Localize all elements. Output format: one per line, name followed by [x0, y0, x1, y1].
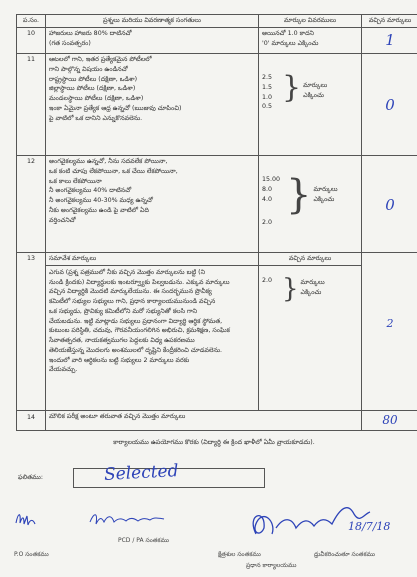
desc-line: ఒక సభ్యుడు, ప్రొవిక్యు కమిటీలోని మరో సభ్యునితో కలసి గాని	[49, 307, 198, 315]
brace-icon: }	[286, 172, 312, 218]
office-label: ప్రధాన కార్యాలయము	[246, 562, 297, 569]
handwritten-mark: 0	[362, 156, 417, 253]
handwritten-mark: 1	[362, 27, 417, 53]
row-details	[259, 54, 362, 156]
office-use-note: కార్యాలయము ఉపయోగము కొరకు (విద్యార్థి ఈ క్రింద ఖాళీలో ఏమీ వ్రాయకూడదు).	[113, 439, 315, 446]
row-number: 14	[17, 411, 46, 431]
row-description	[46, 54, 259, 156]
option-value: 2.5	[262, 74, 273, 81]
desc-line: వచ్చిన విద్యార్థికి మొదటి మార్కులేయును. ఈ సందర్భమున ప్రొవీక్య	[49, 288, 212, 296]
details-line: అయినచో 1.0 కాదని	[262, 29, 314, 37]
signature-date: 18/7/18	[348, 520, 391, 533]
row-title: సమావేశ మార్కులు	[46, 253, 258, 266]
details-head: వచ్చిన మార్కులు	[259, 253, 361, 266]
brace-icon: }	[282, 70, 302, 105]
table-row	[17, 27, 417, 53]
desc-line: గాని పాల్గొన్న విషయం ఉండినచో	[49, 65, 128, 73]
pcd-signature-label: PCD / PA సంతకము	[118, 537, 169, 544]
row-description	[46, 27, 259, 53]
handwritten-mark: 0	[362, 54, 417, 156]
option-value: 4.0	[262, 195, 273, 203]
desc-line: ఆటలలో గాని, ఇతర ప్రత్యేకమైన పోటీలలో	[49, 56, 152, 63]
details-label: మార్కులు	[300, 278, 325, 286]
result-box	[73, 461, 265, 488]
details-label: ఎక్కించు	[313, 195, 335, 203]
desc-line: వేయవచ్చు.	[49, 366, 78, 374]
handwritten-mark: 2	[362, 253, 417, 411]
brace-icon: }	[282, 273, 299, 304]
option-value: 1.5	[262, 83, 273, 91]
desc-line: ఇంకా ఏమైనా ప్రత్యేక ఆధ్ర ఉన్నచో (ఋజువు చూపించి)	[49, 104, 182, 112]
desc-line: వర్తించనిచో	[49, 216, 76, 224]
row-number: 12	[17, 156, 46, 253]
desc-line: సేవాతత్పరత, నాయకత్వముగల పెద్దలకు విధ్య ఉపకరణము	[49, 337, 195, 344]
desc-line: తెలియజేస్తున్న మొదలగు అంశములలో దృష్టిని కేంద్రీకరించి చూడవలెను.	[49, 346, 223, 354]
desc-line: చేయబడును. ఇట్టి మాట్లాడు సభ్యులు ప్రధానంగా విద్యార్థి ఆర్థిక స్థోమత,	[49, 317, 223, 325]
row-details	[259, 156, 362, 253]
pcd-signature	[88, 508, 168, 534]
desc-line: రాష్ట్రస్థాయి పోటీలు (దక్షిణా, ఒడిశా)	[49, 75, 138, 83]
row-description: మౌలిక పరీక్ష అంటూ తరువాత వచ్చిన మొత్తం మార్కులు	[46, 411, 362, 431]
result-value: Selected	[103, 461, 179, 485]
col-no-header: ప.సం.	[17, 15, 46, 28]
details-label: మార్కులు	[303, 82, 328, 89]
desc-line: (గత సంవత్సరం)	[49, 39, 91, 47]
desc-line: ఇందులో వారి ఆర్థికలను బట్టి సభ్యులు 2 మార్కులు వరకు	[49, 356, 190, 364]
desc-line: మండలస్థాయి పోటీలు (దక్షిణా, ఒడిశా)	[49, 95, 144, 102]
desc-line: ఒక కంటి చూపు లేకపోయినా, ఒక చేయి లేకపోయినా,	[49, 167, 178, 175]
desc-line: నీ అంగవైకల్యము 40-30% మధ్య ఉన్నచో	[49, 197, 153, 204]
option-value: 15.00	[262, 176, 281, 183]
desc-line: నీ అంగవైకల్యము 40% దాటినచో	[49, 187, 132, 195]
result-label: ఫలితము:	[18, 474, 43, 481]
office-signature	[236, 494, 391, 548]
desc-line: ఎగువ (ప్రశ్న పత్రములో నీకు వచ్చిన మొత్తం మార్కులను బట్టి (ని	[49, 268, 206, 276]
details-label: ఎక్కించు	[303, 91, 324, 99]
office-signature-scribble	[236, 494, 386, 544]
option-value: 1.0	[262, 93, 273, 101]
result-section	[18, 461, 414, 488]
details-line: '0' మార్కులు ఎక్కించు	[262, 39, 319, 47]
table-row	[17, 54, 417, 156]
col-details-header: మార్కుల వివరములు	[259, 15, 362, 28]
handwritten-mark: 80	[362, 411, 417, 431]
table-row	[17, 253, 417, 411]
row-number: 13	[17, 253, 46, 411]
desc-line: నుండి క్రిందకు) విద్యార్థులకు ఇంటర్వ్యూకు పిల్వబడును. ఎక్కువ మార్కులు	[49, 278, 230, 286]
option-value: 2.0	[262, 219, 273, 227]
pcd-signature-scribble	[88, 508, 168, 530]
verify-signature-label: ధ్రువీకరించుతూ సంతకము	[314, 551, 376, 558]
po-signature-label: P.O సంతకము	[14, 551, 49, 558]
po-signature	[14, 507, 40, 533]
desc-line: అంగవైకల్యము ఉన్నచో, నీను సదవలేక పోయినా,	[49, 158, 168, 165]
table-row	[17, 156, 417, 253]
dept-signature-label: క్షేత్రశుల సంతకము	[218, 551, 261, 558]
desc-line: కుటుంబ పరిస్థితి, చదువు, గౌరవనీయంగలిగిన అభిరుచి, క్రమశిక్షణ, సంఘిక	[49, 327, 230, 335]
row-description	[46, 253, 259, 411]
marks-table	[16, 14, 417, 431]
desc-line: ఒక కాలు లేకపోయినా	[49, 177, 102, 185]
desc-line: హాజరులు హాజరు 80% దాటినచో	[49, 29, 132, 37]
option-value: 8.0	[262, 185, 273, 193]
desc-line: పై వాటిలో ఒక దానిని ఎన్నుకొనవలెను.	[49, 114, 143, 122]
row-details	[259, 27, 362, 53]
table-header-row	[17, 15, 417, 28]
desc-line: నీకు అంగవైకల్యము ఉండి పై వాటిలో ఏది	[49, 206, 149, 214]
details-label: మార్కులు	[313, 186, 338, 193]
desc-line: కమిటీలో సభ్యుల సభ్యులు గాని, ప్రధాన కార్యాలయమునుండి వచ్చిన	[49, 298, 216, 305]
details-label: ఎక్కించు	[300, 288, 322, 296]
row-number: 10	[17, 27, 46, 53]
option-value: 2.0	[262, 276, 273, 284]
table-row	[17, 411, 417, 431]
row-details	[259, 253, 362, 411]
po-signature-scribble	[14, 507, 40, 529]
row-description	[46, 156, 259, 253]
col-desc-header: ప్రశ్నలు మరియు వివరణాత్మక సంగతులు	[46, 15, 259, 28]
option-value: 0.5	[262, 103, 273, 111]
row-number: 11	[17, 54, 46, 156]
col-marks-header: వచ్చిన మార్కులు	[362, 15, 417, 28]
desc-line: జిల్లాస్థాయి పోటీలు (దక్షిణా, ఒడిశా)	[49, 85, 136, 93]
